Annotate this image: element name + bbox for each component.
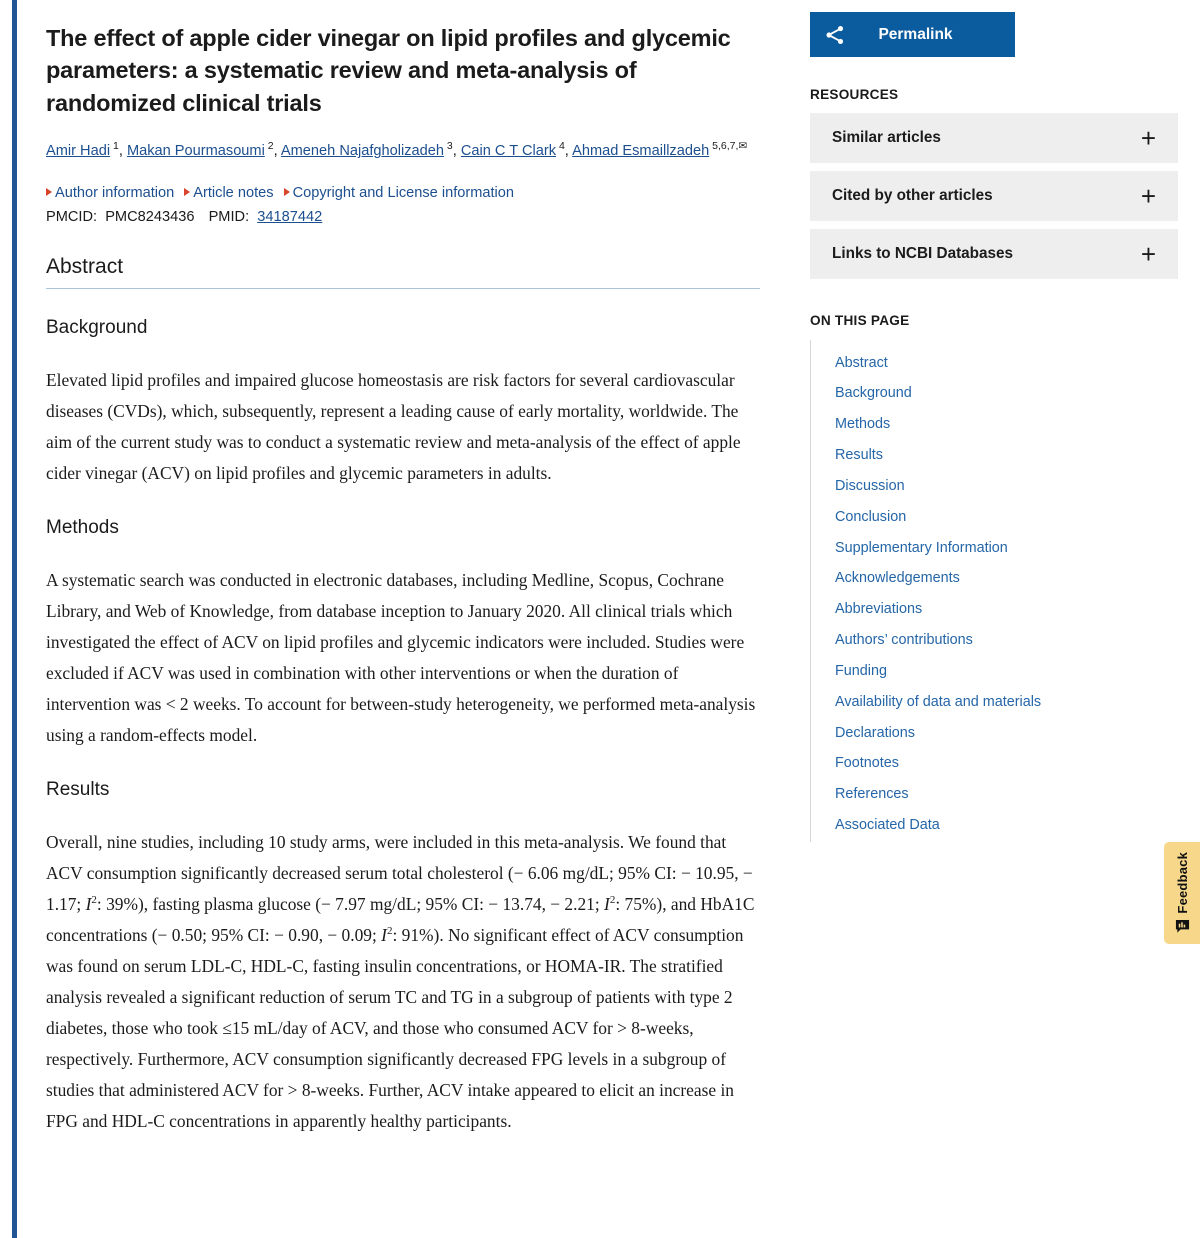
meta-link[interactable]	[46, 185, 174, 201]
pmcid-value: PMC8243436	[105, 209, 195, 226]
meta-link-label: Article notes	[193, 185, 274, 202]
author-link[interactable]: Ahmad Esmaillzadeh	[572, 143, 710, 160]
article-sidebar	[800, 0, 1200, 1238]
triangle-right-icon	[284, 188, 290, 196]
author-affiliation-sup: 2	[264, 140, 274, 153]
article-identifiers	[46, 209, 760, 225]
section-body-methods: A systematic search was conducted in electronic databases, including Medline, Scopus, Cochrane Library, and Web of Knowledge, from database inception to January 2020. All clinical trials which investigated the effect of ACV on lipid profiles and glycemic indicators were included. Studies were excluded if ACV was used in combination with other interventions or when the duration of intervention was < 2 weeks. To account for between-study heterogeneity, we performed meta-analysis using a random-effects model.	[46, 570, 756, 745]
author-link[interactable]: Amir Hadi	[46, 143, 111, 160]
section-heading-methods: Methods	[46, 517, 119, 539]
abstract-heading: Abstract	[46, 255, 760, 289]
meta-link[interactable]	[184, 185, 273, 201]
section-heading-results: Results	[46, 778, 110, 800]
toc-link[interactable]: Conclusion	[835, 508, 907, 525]
envelope-icon: ✉	[738, 140, 748, 153]
author-affiliation-sup: 3	[443, 140, 453, 153]
author-link[interactable]: Ameneh Najafgholizadeh	[280, 143, 444, 160]
toc-link[interactable]: Authors’ contributions	[835, 632, 973, 649]
toc-link[interactable]: Abbreviations	[835, 601, 923, 618]
author-link[interactable]: Cain C T Clark	[460, 143, 557, 160]
on-this-page-caption: ON THIS PAGE	[810, 313, 910, 328]
author-affiliation-sup: 5,6,7,	[709, 140, 739, 153]
article-meta-links	[46, 185, 760, 201]
page-title: The effect of apple cider vinegar on lipid profiles and glycemic parameters: a systematic review and meta-analysis of randomized clinical trials	[46, 25, 731, 116]
on-this-page-nav	[810, 340, 1178, 842]
resource-accordion-row[interactable]	[810, 229, 1178, 279]
toc-link[interactable]: Declarations	[835, 724, 915, 741]
author-list: Amir Hadi $^1$, Makan Pourmasoumi $^2$, Ameneh Najafgholizadeh $^3$, Cain C T Clark $^4$, Ahmad Esmaillzadeh $^{5,6,7,✉}$	[46, 140, 748, 160]
share-icon	[824, 24, 846, 46]
resource-accordion-label: Cited by other articles	[832, 187, 993, 204]
author-affiliation-sup: 4	[556, 140, 565, 153]
section-body-background: Elevated lipid profiles and impaired glucose homeostasis are risk factors for several cardiovascular diseases (CVDs), which, subsequently, represent a leading cause of early mortality, worldwide. The aim of the current study was to conduct a systematic review and meta-analysis of the effect of apple cider vinegar (ACV) on lipid profiles and glycemic parameters in adults.	[46, 370, 741, 484]
resource-accordion-label: Links to NCBI Databases	[832, 245, 1014, 262]
plus-icon[interactable]: +	[1140, 181, 1156, 211]
toc-link[interactable]: Background	[835, 385, 912, 402]
feedback-tab[interactable]	[1164, 842, 1200, 944]
plus-icon[interactable]: +	[1140, 239, 1156, 269]
meta-link[interactable]	[284, 185, 514, 201]
permalink-label: Permalink	[878, 25, 953, 43]
triangle-right-icon	[46, 188, 52, 196]
permalink-button[interactable]	[810, 12, 1015, 57]
pmid-label: PMID:	[208, 209, 250, 226]
toc-link[interactable]: Acknowledgements	[835, 570, 960, 587]
toc-link[interactable]: Abstract	[835, 354, 888, 371]
resource-accordion-label: Similar articles	[832, 129, 941, 146]
author-affiliation-sup: 1	[110, 140, 119, 153]
section-heading-background: Background	[46, 317, 148, 339]
meta-link-label: Copyright and License information	[292, 185, 515, 202]
toc-link[interactable]: Funding	[835, 662, 888, 679]
author-link[interactable]: Makan Pourmasoumi	[126, 143, 265, 160]
pmid-link[interactable]: 34187442	[257, 209, 323, 226]
meta-link-label: Author information	[55, 185, 175, 202]
resources-accordion	[810, 113, 1178, 279]
feedback-chart-icon	[1175, 919, 1190, 934]
resources-caption: RESOURCES	[810, 87, 899, 102]
toc-link[interactable]: Associated Data	[835, 817, 940, 834]
triangle-right-icon	[184, 188, 190, 196]
pmcid-label: PMCID:	[46, 209, 98, 226]
toc-link[interactable]: Availability of data and materials	[835, 693, 1042, 710]
toc-link[interactable]: Discussion	[835, 477, 905, 494]
toc-link[interactable]: References	[835, 786, 909, 803]
resource-accordion-row[interactable]	[810, 113, 1178, 163]
resource-accordion-row[interactable]	[810, 171, 1178, 221]
toc-link[interactable]: Supplementary Information	[835, 539, 1008, 556]
toc-link[interactable]: Results	[835, 447, 883, 464]
toc-link[interactable]: Methods	[835, 416, 891, 433]
feedback-label: Feedback	[1174, 852, 1190, 914]
plus-icon[interactable]: +	[1140, 123, 1156, 153]
section-body-results: Overall, nine studies, including 10 study arms, were included in this meta-analysis. We found that ACV consumption significantly decreased serum total cholesterol (− 6.06 mg/dL; 95% CI: − 10.95, − 1.17; $I^2$: 39%), fasting plasma glucose (− 7.97 mg/dL; 95% CI: − 13.74, − 2.21; $I^2$: 75%), and HbA1C concentrations (− 0.50; 95% CI: − 0.90, − 0.09; $I^2$: 91%). No significant effect of ACV consumption was found on serum LDL-C, HDL-C, fasting insulin concentrations, or HOMA-IR. The stratified analysis revealed a significant reduction of serum TC and TG in a subgroup of patients with type 2 diabetes, those who took ≤15 mL/day of ACV, and those who consumed ACV for > 8-weeks, respectively. Furthermore, ACV consumption significantly decreased FPG levels in a subgroup of studies that administered ACV for > 8-weeks. Further, ACV intake appeared to elicit an increase in FPG and HDL-C concentrations in apparently healthy participants.	[46, 831, 755, 1131]
toc-link[interactable]: Footnotes	[835, 755, 899, 772]
